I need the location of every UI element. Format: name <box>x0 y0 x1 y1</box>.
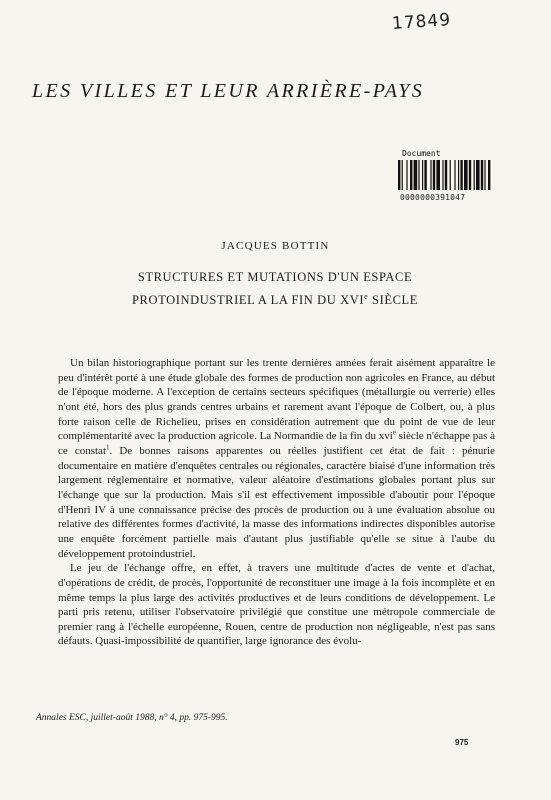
handwritten-annotation: 17849 <box>391 9 452 35</box>
footnote-marker: 1 <box>106 443 110 452</box>
title-line-2-suffix: SIÈCLE <box>368 293 418 308</box>
article-title-line-1: STRUCTURES ET MUTATIONS D'UN ESPACE <box>137 270 413 284</box>
section-title: LES VILLES ET LEUR ARRIÈRE-PAYS <box>32 80 425 102</box>
title-line-2-text: PROTOINDUSTRIEL A LA FIN DU XVI <box>132 293 365 308</box>
article-title <box>40 268 510 310</box>
footer-citation: Annales ESC, juillet-août 1988, n° 4, pp. 975-995. <box>36 713 228 723</box>
paragraph-1-text-a: Un bilan historiographique portant sur les trente dernières années ferait aisément apparaître le peu d'intérêt porté à une étude globale des formes de production non agricoles en France, au début de l'époque moderne. A l'exception de certains secteurs spécifiques (métallurgie ou verrerie) elles n'ont été, hors des plus grands centres urbains et rarement avant l'époque de Colbert, ou, à plus forte raison celle de Richelieu, prises en considération autrement que du point de vue de leur complémentarité avec la production agricole. La Normandie de la fin du xvi <box>58 357 495 443</box>
article-body <box>58 356 495 649</box>
paragraph-1-text-c: . De bonnes raisons apparentes ou réelles justifient cet état de fait : pénurie documentaire en matière d'enquêtes centrales ou régionales, caractère biaisé d'une information très largement réglementaire et normative, valeur aléatoire d'estimations globales portant plus sur l'échange que sur la production. Mais s'il est effectivement impossible d'aboutir pour l'époque d'Henri IV à une connaissance précise des procès de production ou à une évaluation absolue ou relative des différentes formes d'activité, la masse des informations indirectes disponibles autorise une enquête forcément partielle mais d'autant plus justifiable qu'elle se situe à l'aube du développement protoindustriel. <box>58 444 495 560</box>
paragraph-1 <box>58 356 495 561</box>
article-author: JACQUES BOTTIN <box>221 240 330 252</box>
title-superscript: e <box>364 292 369 301</box>
barcode-number: 0000000391047 <box>400 193 466 202</box>
article-title-line-2 <box>40 287 510 310</box>
paragraph-2: Le jeu de l'échange offre, en effet, à travers une multitude d'actes de vente et d'achat, d'opérations de crédit, de procès, l'opportunité de reconstituer une image à la fois incomplète et en même temps la plus large des activités productives et de leurs conditions de développement. Le parti pris retenu, utiliser l'observatoire privilégié que constitue une métropole commerciale de premier rang à l'échelle européenne, Rouen, centre de production non négligeable, n'est pas sans défauts. Quasi-impossibilité de quantifier, large ignorance des évolu- <box>58 562 495 648</box>
document-stamp-label: Document <box>402 149 441 158</box>
century-superscript: e <box>392 428 396 437</box>
page-number: 975 <box>455 738 469 747</box>
paragraph-1-text-b: siècle n'échappe pas à ce constat <box>58 430 495 457</box>
barcode-image <box>398 160 514 190</box>
